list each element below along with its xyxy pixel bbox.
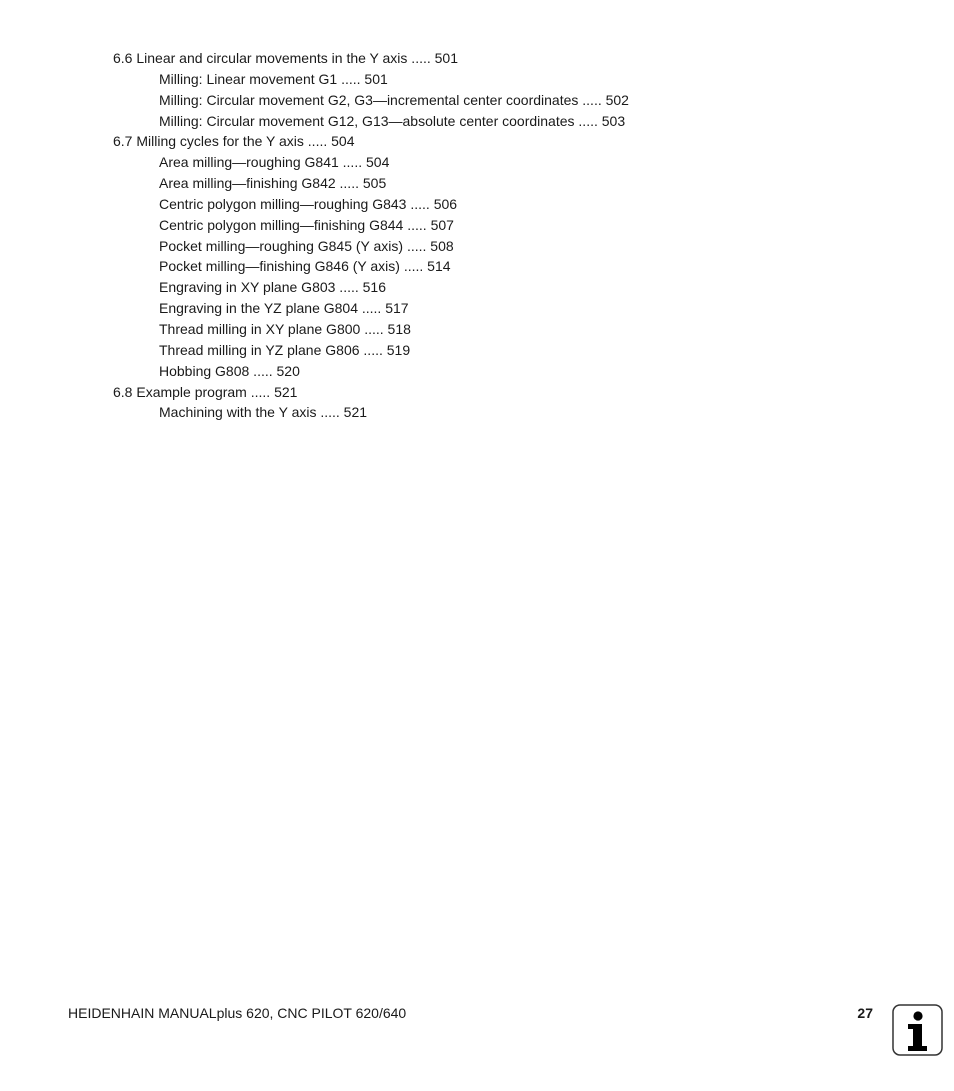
toc-entry[interactable]: 6.8 Example program ..... 521 [113, 383, 298, 400]
toc-entry[interactable]: 6.6 Linear and circular movements in the Y axis ..... 501 [113, 50, 459, 66]
toc-entry[interactable]: Centric polygon milling—roughing G843 ..... 506 [159, 195, 458, 212]
toc-entry[interactable]: Thread milling in XY plane G800 ..... 518 [159, 320, 411, 337]
toc-entry[interactable]: Hobbing G808 ..... 520 [159, 362, 300, 379]
toc-entry[interactable]: Area milling—roughing G841 ..... 504 [159, 154, 390, 171]
footer-text: HEIDENHAIN MANUALplus 620, CNC PILOT 620/640 [68, 1005, 407, 1021]
toc-entry[interactable]: Engraving in the YZ plane G804 ..... 517 [159, 300, 409, 317]
toc-entry[interactable]: Centric polygon milling—finishing G844 ..... 507 [159, 216, 454, 233]
info-icon [892, 1004, 943, 1056]
toc-entry[interactable]: Pocket milling—finishing G846 (Y axis) ..... 514 [159, 258, 451, 275]
toc-entry[interactable]: Engraving in XY plane G803 ..... 516 [159, 279, 387, 296]
toc-entry[interactable]: Machining with the Y axis ..... 521 [159, 404, 368, 421]
toc-entry[interactable]: Milling: Linear movement G1 ..... 501 [159, 70, 388, 87]
toc-entry[interactable]: Milling: Circular movement G12, G13—absolute center coordinates ..... 503 [159, 112, 626, 129]
toc-entry[interactable]: Pocket milling—roughing G845 (Y axis) ..... 508 [159, 237, 454, 254]
table-of-contents [113, 48, 629, 423]
toc-entry[interactable]: Area milling—finishing G842 ..... 505 [159, 175, 387, 192]
toc-entry[interactable]: Thread milling in YZ plane G806 ..... 519 [159, 341, 411, 358]
toc-entry[interactable]: 6.7 Milling cycles for the Y axis ..... 504 [113, 133, 355, 150]
toc-entry[interactable]: Milling: Circular movement G2, G3—incremental center coordinates ..... 502 [159, 91, 629, 108]
page-number: 27 [857, 1005, 873, 1021]
